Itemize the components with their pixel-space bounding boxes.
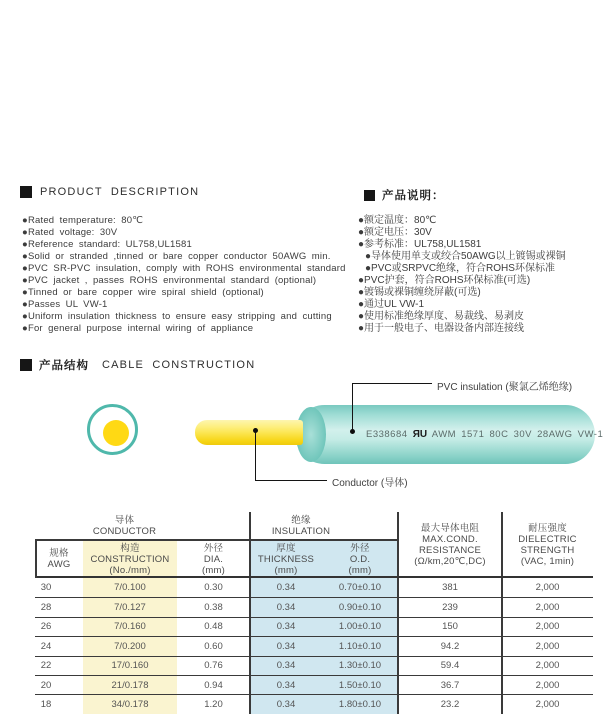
table-row: [35, 656, 593, 675]
header-unit: (mm): [202, 564, 225, 576]
table-divider: [35, 576, 593, 579]
section-marker-icon: [20, 186, 32, 198]
column-header-resistance: [398, 512, 502, 578]
header-en: AWG: [47, 559, 71, 570]
cell-thickness: 0.34: [276, 640, 296, 652]
header-cn: 构造: [120, 542, 140, 554]
table-row: [35, 636, 593, 655]
cell-resistance: 381: [442, 582, 458, 594]
cable-construction-header: [20, 357, 255, 373]
section-marker-icon: [20, 359, 32, 371]
cell-dielectric: 2,000: [535, 602, 560, 614]
list-item: ●镀锡或裸铜缠绕屏蔽(可选): [358, 287, 481, 298]
header-en: DIELECTRIC: [518, 534, 577, 545]
cell-thickness: 0.34: [276, 602, 296, 614]
header-en: DIA.: [203, 553, 224, 565]
cell-od: 1.50±0.10: [338, 679, 382, 691]
cell-resistance: 94.2: [440, 640, 460, 652]
cell-thickness: 0.34: [276, 621, 296, 633]
cell-od: 1.10±0.10: [338, 640, 382, 652]
cable-construction-title-en: CABLE CONSTRUCTION: [102, 359, 256, 371]
cell-dia: 1.20: [204, 699, 223, 711]
table-row: [35, 597, 593, 616]
list-item: ●PVC jacket , passes ROHS environmental standard (optional): [22, 275, 317, 286]
cell-dia: 0.38: [204, 602, 223, 614]
cell-construction: 21/0.178: [111, 679, 149, 691]
header-unit: (VAC, 1min): [520, 556, 575, 567]
cell-awg: 28: [40, 602, 52, 614]
header-unit: (Ω/km,20℃,DC): [414, 556, 486, 567]
cell-awg: 20: [40, 679, 52, 691]
table-row: [35, 694, 593, 713]
cell-dia: 0.60: [204, 640, 223, 652]
header-en: STRENGTH: [520, 545, 575, 556]
callout-dot: [350, 429, 355, 434]
cell-od: 1.80±0.10: [338, 699, 382, 711]
marking-spec-text: AWM 1571 80C 30V 28AWG VW-1: [431, 429, 603, 440]
cell-od: 1.30±0.10: [338, 660, 382, 672]
cable-conductor-rod: [195, 420, 303, 445]
cable-construction-title-cn: 产品结构: [39, 360, 89, 372]
cable-cross-section-conductor: [103, 420, 129, 446]
cell-thickness: 0.34: [276, 660, 296, 672]
header-en: RESISTANCE: [418, 545, 481, 556]
cell-construction: 17/0.160: [111, 660, 149, 672]
table-body: [35, 578, 593, 714]
list-item: ●Rated temperature: 80℃: [22, 215, 144, 226]
cell-dielectric: 2,000: [535, 679, 560, 691]
list-item: ●用于一般电子、电器设备内部连接线: [358, 323, 525, 334]
cell-resistance: 23.2: [440, 699, 460, 711]
column-header-thickness: [250, 540, 322, 578]
column-header-dia: [177, 540, 250, 578]
specification-table: [35, 512, 593, 714]
list-item: ●额定温度：80℃: [358, 215, 437, 226]
header-cn: 规格: [49, 548, 69, 559]
cell-od: 1.00±0.10: [338, 621, 382, 633]
cell-od: 0.90±0.10: [338, 602, 382, 614]
cell-od: 0.70±0.10: [338, 582, 382, 594]
list-item: ●PVC或SRPVC绝缘，符合ROHS环保标准: [365, 263, 555, 274]
product-description-list: [22, 215, 365, 335]
table-divider: [249, 512, 251, 714]
list-item: ●Passes UL VW-1: [22, 299, 108, 310]
callout-dot: [253, 428, 258, 433]
cell-dielectric: 2,000: [535, 582, 560, 594]
cell-resistance: 36.7: [440, 679, 460, 691]
list-item: ●PVC护套，符合ROHS环保标准(可选): [358, 275, 531, 286]
table-row: [35, 675, 593, 694]
header-cn: 最大导体电阻: [420, 523, 480, 534]
table-divider: [35, 539, 398, 541]
column-header-dielectric: [502, 512, 593, 578]
section-marker-icon: [364, 190, 375, 201]
marking-cert-number: E338684: [366, 429, 408, 440]
cell-dia: 0.48: [204, 621, 223, 633]
product-description-cn-list: [358, 215, 598, 335]
table-divider: [501, 512, 503, 714]
list-item: ●Tinned or bare copper wire spiral shield (optional): [22, 287, 264, 298]
list-item: ●使用标准绝缘厚度、易裁线、易剥皮: [358, 311, 525, 322]
cell-dielectric: 2,000: [535, 640, 560, 652]
header-en: THICKNESS: [257, 553, 315, 565]
header-unit: (mm): [348, 564, 372, 576]
product-description-title: PRODUCT DESCRIPTION: [40, 186, 200, 198]
pvc-insulation-label: PVC insulation (聚氯乙烯绝缘): [437, 382, 573, 393]
product-description-header: [20, 186, 199, 198]
header-en: MAX.COND.: [422, 534, 478, 545]
header-cn: 厚度: [276, 542, 296, 554]
leader-line: [255, 480, 327, 481]
cell-awg: 26: [40, 621, 52, 633]
column-group-insulation: [250, 512, 398, 540]
cell-dia: 0.30: [204, 582, 223, 594]
cell-dia: 0.76: [204, 660, 223, 672]
cell-resistance: 150: [442, 621, 458, 633]
header-en: O.D.: [349, 553, 371, 565]
list-item: ●导体使用单支或绞合50AWG以上镀锡或裸铜: [365, 251, 566, 262]
cell-construction: 7/0.127: [114, 602, 146, 614]
list-item: ●额定电压：30V: [358, 227, 432, 238]
header-en: CONSTRUCTION: [90, 553, 170, 565]
cell-dielectric: 2,000: [535, 621, 560, 633]
cell-construction: 34/0.178: [111, 699, 149, 711]
cell-dielectric: 2,000: [535, 699, 560, 711]
header-unit: (No./mm): [109, 564, 151, 576]
list-item: ●PVC SR-PVC insulation, comply with ROHS environmental standard: [22, 263, 346, 274]
cell-awg: 24: [40, 640, 52, 652]
cell-construction: 7/0.100: [114, 582, 146, 594]
list-item: ●Solid or stranded ,tinned or bare copper conductor 50AWG min.: [22, 251, 331, 262]
header-cn: 耐压强度: [528, 523, 567, 534]
product-description-cn-header: [364, 187, 445, 203]
leader-line: [352, 383, 353, 431]
header-cn: 外径: [203, 542, 224, 554]
group-label-cn: 绝缘: [291, 515, 311, 526]
cell-dielectric: 2,000: [535, 660, 560, 672]
header-unit: (mm): [274, 564, 298, 576]
list-item: ●For general purpose internal wiring of appliance: [22, 323, 254, 334]
header-cn: 外径: [350, 542, 370, 554]
ul-recognized-mark-icon: ЯU: [412, 429, 428, 440]
column-group-conductor: [35, 512, 250, 540]
cell-thickness: 0.34: [276, 699, 296, 711]
leader-line: [255, 431, 256, 481]
cell-construction: 7/0.160: [114, 621, 146, 633]
group-label-en: INSULATION: [271, 526, 331, 537]
group-label-cn: 导体: [114, 515, 135, 526]
conductor-label: Conductor (导体): [332, 478, 408, 489]
column-header-awg: [35, 540, 83, 578]
cell-resistance: 239: [442, 602, 458, 614]
cell-construction: 7/0.200: [114, 640, 146, 652]
cell-thickness: 0.34: [276, 582, 296, 594]
cable-marking-text: [366, 429, 603, 440]
column-header-construction: [83, 540, 177, 578]
group-label-en: CONDUCTOR: [92, 526, 157, 537]
cell-awg: 18: [40, 699, 52, 711]
cell-resistance: 59.4: [440, 660, 460, 672]
list-item: ●参考标准：UL758,UL1581: [358, 239, 482, 250]
list-item: ●Uniform insulation thickness to ensure easy stripping and cutting: [22, 311, 332, 322]
list-item: ●通过UL VW-1: [358, 299, 425, 310]
list-item: ●Rated voltage: 30V: [22, 227, 118, 238]
list-item: ●Reference standard: UL758,UL1581: [22, 239, 192, 250]
leader-line: [352, 383, 432, 384]
table-divider: [35, 539, 37, 578]
table-row: [35, 617, 593, 636]
cell-dia: 0.94: [204, 679, 223, 691]
cell-thickness: 0.34: [276, 679, 296, 691]
column-header-od: [322, 540, 398, 578]
table-row: [35, 578, 593, 597]
cell-awg: 30: [40, 582, 52, 594]
table-divider: [397, 512, 399, 714]
product-description-cn-title: 产品说明：: [382, 190, 445, 202]
cell-awg: 22: [40, 660, 52, 672]
